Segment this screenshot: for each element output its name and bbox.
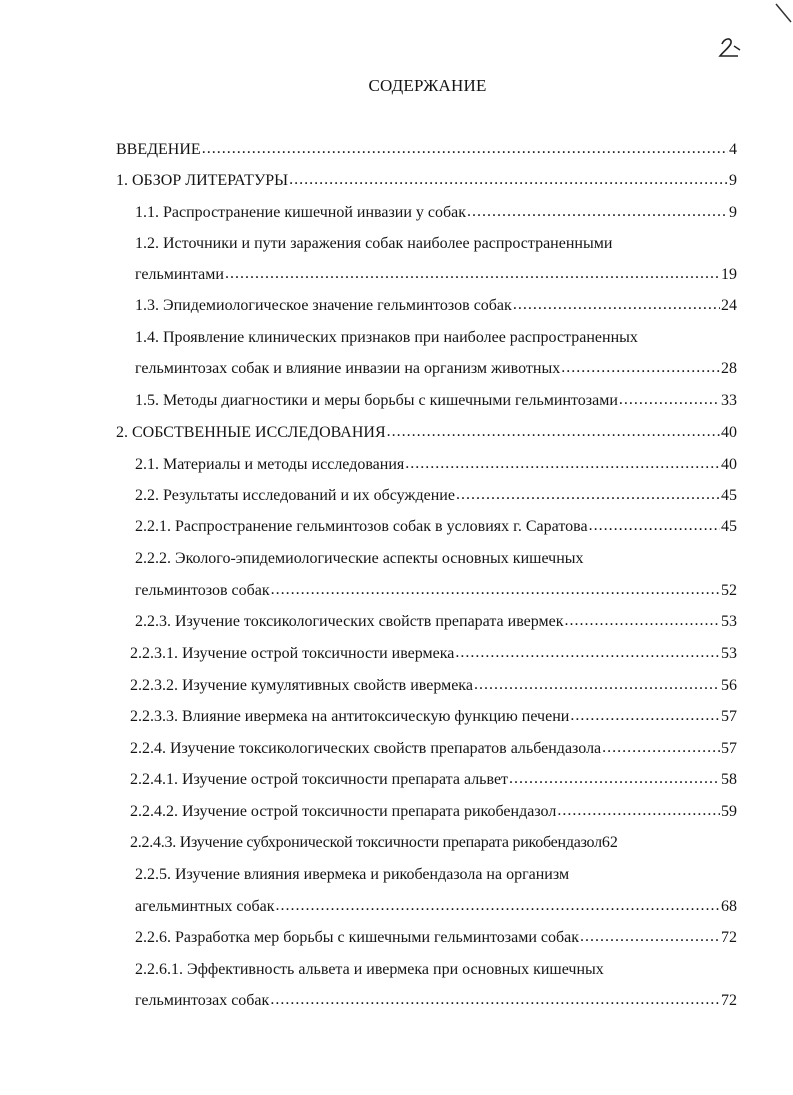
- toc-entry-2-1: 2.1. Материалы и методы исследования ..... 40: [135, 456, 737, 474]
- handwritten-page-number-icon: [716, 34, 744, 62]
- toc-entry-1-4-line1: 1.4. Проявление клинических признаков при наиболее распространенных: [135, 329, 638, 346]
- toc-entry-2-2-3-3: 2.2.3.3. Влияние ивермека на антитоксическую функцию печени ..... 57: [130, 708, 737, 726]
- toc-entry-2-2-3: 2.2.3. Изучение токсикологических свойств препарата ивермек ..... 53: [135, 613, 737, 631]
- toc-entry-2-2-4-2: 2.2.4.2. Изучение острой токсичности препарата рикобендазол ..... 59: [130, 803, 737, 821]
- toc-entry-2-2-5-line1: 2.2.5. Изучение влияния ивермека и рикобендазола на организм: [135, 866, 570, 883]
- toc-entry-2-2: 2.2. Результаты исследований и их обсуждение ..... 45: [135, 487, 737, 505]
- toc-entry-1-2-line1: 1.2. Источники и пути заражения собак наиболее распространенными: [135, 235, 613, 252]
- toc-entry-1-4: гельминтозах собак и влияние инвазии на организм животных ..... 28: [135, 360, 737, 378]
- toc-entry-1-2: гельминтами ..... 19: [135, 266, 737, 284]
- toc-entry-intro: ВВЕДЕНИЕ ..... 4: [116, 141, 737, 159]
- toc-entry-2-2-1: 2.2.1. Распространение гельминтозов собак в условиях г. Саратова ..... 45: [135, 518, 737, 536]
- toc-entry-2-2-3-2: 2.2.3.2. Изучение кумулятивных свойств ивермека ..... 56: [130, 677, 737, 695]
- toc-entry-2-2-6: 2.2.6. Разработка мер борьбы с кишечными гельминтозами собак ..... 72: [135, 929, 737, 947]
- toc-entry-2-2-5: агельминтных собак ..... 68: [135, 898, 737, 916]
- page-title: СОДЕРЖАНИЕ: [368, 76, 487, 95]
- toc-entry-1: 1. ОБЗОР ЛИТЕРАТУРЫ ..... 9: [116, 172, 737, 190]
- page-number: [716, 34, 744, 62]
- scan-corner-mark: [753, 0, 793, 30]
- toc-entry-2-2-3-1: 2.2.3.1. Изучение острой токсичности ивермека ..... 53: [130, 645, 737, 663]
- toc-entry-2-2-4: 2.2.4. Изучение токсикологических свойств препаратов альбендазола ..... 57: [130, 740, 737, 758]
- toc-entry-2-2-2-line1: 2.2.2. Эколого-эпидемиологические аспекты основных кишечных: [135, 550, 584, 567]
- toc-entry-1-5: 1.5. Методы диагностики и меры борьбы с кишечными гельминтозами ..... 33: [135, 392, 737, 410]
- toc-entry-2-2-6-1: гельминтозах собак ..... 72: [135, 992, 737, 1010]
- toc-entry-2-2-4-1: 2.2.4.1. Изучение острой токсичности препарата альвет ..... 58: [130, 771, 737, 789]
- toc-entry-1-3: 1.3. Эпидемиологическое значение гельминтозов собак ..... 24: [135, 297, 737, 315]
- toc-entry-2-2-2: гельминтозов собак ..... 52: [135, 582, 737, 600]
- toc-entry-2: 2. СОБСТВЕННЫЕ ИССЛЕДОВАНИЯ ..... 40: [116, 424, 737, 442]
- toc-entry-2-2-6-1-line1: 2.2.6.1. Эффективность альвета и ивермека при основных кишечных: [135, 961, 604, 978]
- toc-entry-1-1: 1.1. Распространение кишечной инвазии у собак ..... 9: [135, 204, 737, 222]
- toc-entry-2-2-4-3: 2.2.4.3. Изучение субхронической токсичности препарата рикобендазол 62: [130, 834, 618, 851]
